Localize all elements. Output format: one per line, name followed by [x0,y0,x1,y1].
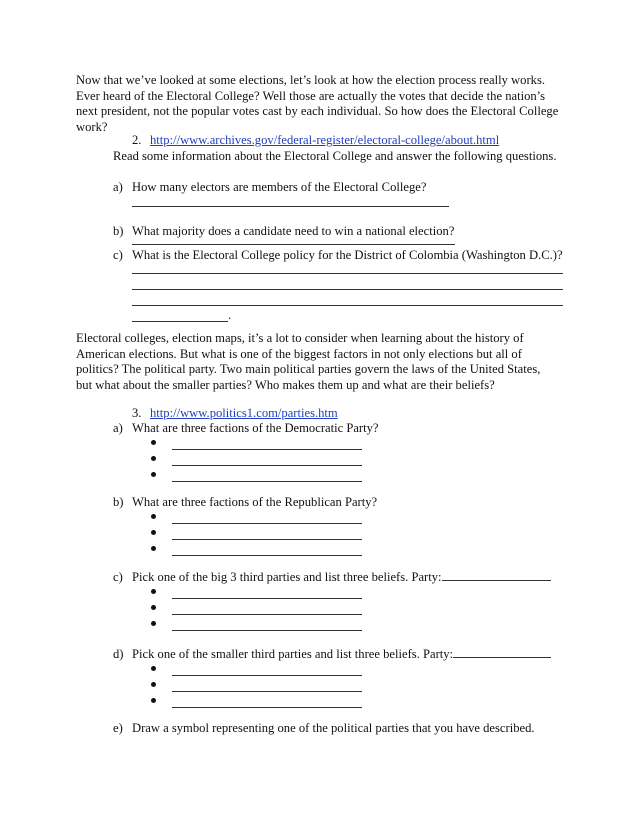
bullet [151,589,156,594]
question-text-draw-symbol: Draw a symbol representing one of the political parties that you have described. [132,721,535,735]
intro-line: Ever heard of the Electoral College? Well those are actually the votes that decide the nation’s [76,88,546,103]
bullet [151,546,156,551]
bullet [151,666,156,671]
bullet [151,440,156,445]
question-letter-a: a) [113,180,123,194]
intro-line: American elections. But what is one of the biggest factors in not only elections but all of [76,346,522,361]
question-text-majority: What majority does a candidate need to win a national election? [132,224,455,238]
item2-instruction: Read some information about the Electoral College and answer the following questions. [113,149,557,163]
question-text-smaller: Pick one of the smaller third parties and list three beliefs. Party: [132,647,454,661]
question-text-republican: What are three factions of the Republican Party? [132,495,378,509]
answer-line[interactable] [172,449,362,450]
answer-line[interactable] [172,691,362,692]
party-name-blank[interactable] [453,647,551,658]
answer-line[interactable] [172,707,362,708]
answer-line[interactable] [132,321,228,322]
politics1-link[interactable]: http://www.politics1.com/parties.htm [150,406,338,420]
intro-paragraph-parties [76,331,566,393]
archives-link[interactable]: http://www.archives.gov/federal-register/electoral-college/about.html [150,133,500,147]
answer-line[interactable] [172,523,362,524]
answer-line[interactable] [172,614,362,615]
question-letter-b: b) [113,495,124,509]
answer-line[interactable] [172,481,362,482]
question-letter-a: a) [113,421,123,435]
answer-line[interactable] [132,244,455,245]
question-letter-c [113,570,123,585]
question-big-third-parties [132,570,551,585]
bullet [151,472,156,477]
intro-line: politics? The political party. Two main political parties govern the laws of the United States, [76,362,541,376]
question-smaller-third-parties [132,647,551,662]
intro-line: Now that we’ve looked at some elections, let’s look at how the election process really works. [76,73,545,87]
intro-line: Electoral colleges, election maps, it’s a lot to consider when learning about the history of [76,331,524,345]
party-name-blank[interactable] [442,570,551,581]
question-text-democratic: What are three factions of the Democratic Party? [132,421,379,435]
answer-end-period: . [228,308,232,322]
question-text-dc-policy: What is the Electoral College policy for the District of Colombia (Washington D.C.)? [132,248,563,262]
bullet [151,698,156,703]
intro-line: work? [76,119,108,134]
answer-line[interactable] [172,630,362,631]
question-letter-e: e) [113,721,123,735]
question-letter-c: c) [113,248,123,262]
question-text-electors: How many electors are members of the Electoral College? [132,180,427,194]
answer-line[interactable] [132,289,563,290]
question-letter: c) [113,570,123,584]
intro-line: next president, not the popular votes cast by each individual. So how does the Electoral College [76,104,559,118]
bullet [151,605,156,610]
answer-line[interactable] [172,598,362,599]
question-letter-d: d) [113,647,124,661]
intro-line: but what about the smaller parties? Who makes them up and what are their beliefs? [76,377,495,392]
answer-line[interactable] [132,305,563,306]
item-number-2: 2. [132,133,142,147]
question-text-big3: Pick one of the big 3 third parties and list three beliefs. Party: [132,570,442,584]
question-letter-b: b) [113,224,124,238]
bullet [151,682,156,687]
answer-line[interactable] [172,465,362,466]
answer-line[interactable] [132,273,563,274]
answer-line[interactable] [172,539,362,540]
intro-paragraph-electoral [76,73,566,135]
bullet [151,621,156,626]
answer-line[interactable] [132,206,449,207]
bullet [151,456,156,461]
bullet [151,530,156,535]
answer-line[interactable] [172,555,362,556]
bullet [151,514,156,519]
item-number-3: 3. [132,406,142,420]
answer-line[interactable] [172,675,362,676]
